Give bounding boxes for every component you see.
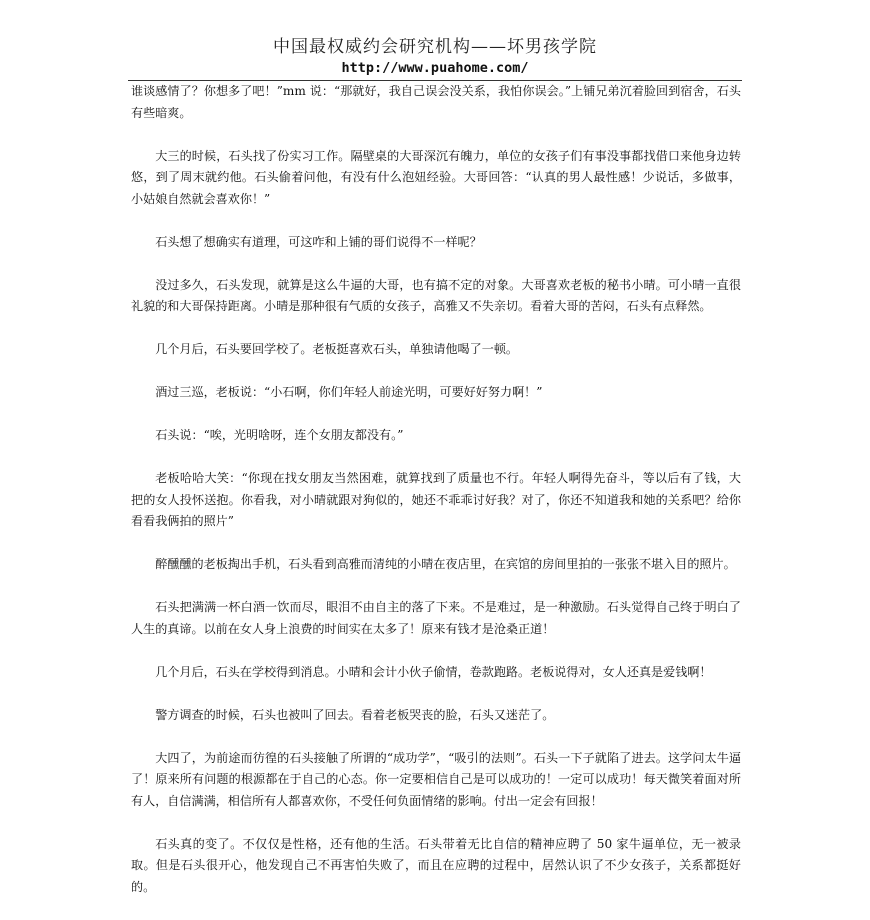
paragraph-5: 几个月后，石头要回学校了。老板挺喜欢石头，单独请他喝了一顿。 — [155, 342, 519, 356]
document-body — [131, 81, 741, 920]
paragraph-7: 石头说：“唉，光明啥呀，连个女朋友都没有。” — [155, 428, 404, 442]
paragraph-11: 几个月后，石头在学校得到消息。小晴和会计小伙子偷情，卷款跑路。老板说得对，女人还真是爱钱啊！ — [155, 664, 712, 679]
paragraph-3: 石头想了想确实有道理，可这咋和上铺的哥们说得不一样呢？ — [155, 234, 482, 249]
paragraph-6: 酒过三巡，老板说：“小石啊，你们年轻人前途光明，可要好好努力啊！” — [155, 385, 543, 399]
header-url[interactable]: http://www.puahome.com/ — [341, 60, 529, 76]
paragraph-8: 老板哈哈大笑：“你现在找女朋友当然困难，就算找到了质量也不行。年轻人啊得先奋斗，等以后有了钱，大把的女人投怀送抱。你看我，对小晴就跟对狗似的，她还不乖乖讨好我？对了，你还不知道我和她的关系吧？给你看看我俩拍的照片” — [131, 471, 741, 528]
paragraph-12: 警方调查的时候，石头也被叫了回去。看着老板哭丧的脸，石头又迷茫了。 — [155, 707, 555, 722]
page-header — [128, 36, 742, 78]
paragraph-10: 石头把满满一杯白酒一饮而尽，眼泪不由自主的落了下来。不是难过，是一种激励。石头觉得自己终于明白了人生的真谛。以前在女人身上浪费的时间实在太多了！原来有钱才是沧桑正道！ — [131, 600, 741, 636]
paragraph-14: 石头真的变了。不仅仅是性格，还有他的生活。石头带着无比自信的精神应聘了 50 家牛逼单位，无一被录取。但是石头很开心，他发现自己不再害怕失败了，而且在应聘的过程中，居然认识了不少女孩子，关系都挺好的。 — [131, 836, 741, 894]
paragraph-9: 醉醺醺的老板掏出手机，石头看到高雅而清纯的小晴在夜店里，在宾馆的房间里拍的一张张不堪入目的照片。 — [155, 557, 736, 571]
paragraph-4: 没过多久，石头发现，就算是这么牛逼的大哥，也有搞不定的对象。大哥喜欢老板的秘书小晴。可小晴一直很礼貌的和大哥保持距离。小晴是那种很有气质的女孩子，高雅又不失亲切。看着大哥的苦闷，石头有点释然。 — [131, 277, 741, 313]
header-title: 中国最权威约会研究机构——坏男孩学院 — [273, 37, 597, 57]
paragraph-1: 谁谈感情了？你想多了吧！”mm 说：“那就好，我自己误会没关系，我怕你误会。”上铺兄弟沉着脸回到宿舍，石头有些暗爽。 — [131, 84, 741, 120]
paragraph-2: 大三的时候，石头找了份实习工作。隔壁桌的大哥深沉有魄力，单位的女孩子们有事没事都找借口来他身边转悠，到了周末就约他。石头偷着问他，有没有什么泡妞经验。大哥回答：“认真的男人最性感！少说话，多做事，小姑娘自然就会喜欢你！” — [131, 148, 741, 206]
paragraph-13: 大四了，为前途而彷徨的石头接触了所谓的“成功学”，“吸引的法则”。石头一下子就陷了进去。这学问太牛逼了！原来所有问题的根源都在于自己的心态。你一定要相信自己是可以成功的！一定可以成功！每天微笑着面对所有人，自信满满，相信所有人都喜欢你，不受任何负面情绪的影响。付出一定会有回报！ — [131, 750, 741, 808]
